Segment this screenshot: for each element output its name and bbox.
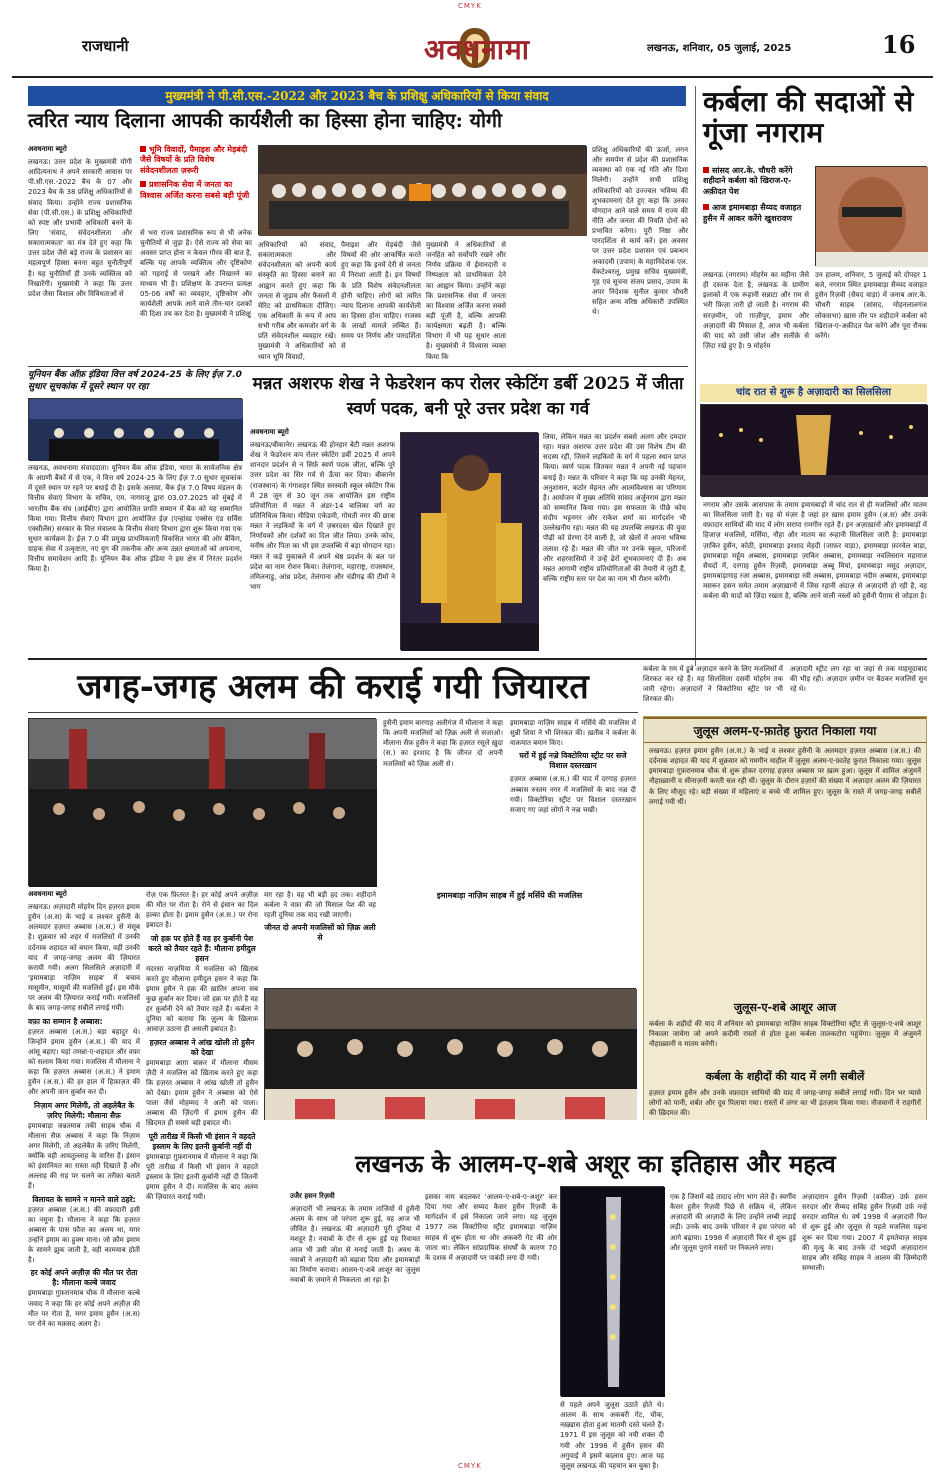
masthead [12, 22, 933, 82]
aalam-byline: उजैर हसन रिज़वी [290, 1192, 335, 1200]
jagah-sub-2: निज़ाम अगर मिलेगी, तो अहलेबैत के ज़रिए मिलेगी: मौलाना सैफ़ [33, 1100, 135, 1120]
mannat-byline: अवधनामा ब्यूरो [250, 428, 289, 436]
dateline: लखनऊ, शनिवार, 05 जुलाई, 2025 [647, 43, 792, 54]
mannat-text-col1: लखनऊ/बीकानेर। लखनऊ की होनहार बेटी मन्नत अशरफ शेख ने फेडरेशन कप रोलर स्केटिंग डर्बी 2025 में अपने शानदार प्रदर्शन से न सिर्फ़ स्वर्ण पदक जीता, बल्कि पूरे उत्तर प्रदेश का सिर गर्व से ऊँचा कर दिया। बीकानेर (राजस्थान) के गंगाशहर स्थित सरस्वती स्कूल स्केटिंग रिंक में 28 जून से 30 जून तक आयोजित इस राष्ट्रीय प्रतियोगिता में मन्नत ने अंडर-14 बालिका वर्ग का प्रतिनिधित्व किया। मीडिया एकेडमी, गोमती नगर की छात्रा मन्नत ने लड़कियों के वर्ग में ज़बरदस्त खेल दिखाते हुए निर्णायकों और दर्शकों का दिल जीत लिया। उनके कोच, मनीष और पिता का भी इस उपलब्धि में बड़ा योगदान रहा। मन्नत ने कड़े मुकाबले में अपने श्रेष्ठ प्रदर्शन के बल पर प्रदेश का नाम रोशन किया। तेलंगाना, महाराष्ट्र, राजस्थान, तमिलनाडु, आंध्र प्रदेश, तेलंगाना और चंडीगढ़ की टीमों ने भाग [250, 441, 395, 591]
athlete-trophy-image [401, 433, 539, 651]
karbala-bullets [703, 166, 813, 224]
karbala-text-col1: लखनऊ (नगराम) मोहर्रम का महीना जैसे ही दस्तक देता है, लखनऊ के ग्रामीण इलाकों में एक रूहानी सन्नाटा और ग़म से भरी फ़िज़ा तारी हो जाती है। नगराम की सरज़मीन, जो ग़ाज़ीपुर, इमाम और अज़ादारी की मिसाल है, आज भी कर्बला की याद को उसी जोश और सलीक़े से ज़िंदा रखे हुए है। 9 मोहर्रम [703, 271, 809, 350]
lead-bullets [140, 145, 252, 201]
juloos-text-2: कर्बला के शहीदों की याद में शनिवार को इमामबाड़ा नाज़िम साहब विक्टोरिया स्ट्रीट से जुलूस-ए-शबे आशूर निकाला जायेगा जो अपने क़दीमी रास्तों से होता हुआ कर्बला तालकटोरा पहुंचेगा। जुलूस में अंजुमनें नौहाख़्वानी व मातम करेंगी। [649, 1020, 921, 1049]
union-photo [28, 398, 242, 460]
jagah-text-1b: हज़रत अब्बास (अ.स.) बड़ा बहादुर थे। जिन्होंने इमाम हुसैन (अ.स.) की याद में आंसू बहाए। यहां तमन्ना-ए-शहादत और वफ़ा को सलाम किया गया। मजलिस में मौलाना ने कहा कि हज़रत अब्बास (अ.स.) ने इमाम हुसैन (अ.स.) की हर हाल में हिफ़ाज़त की और अपनी जान क़ुर्बान कर दी। [28, 1027, 140, 1097]
aalam-photo [560, 1186, 664, 1396]
print-mark-top: CMYK [458, 2, 482, 10]
alam-night-image [561, 1187, 665, 1397]
juloos-text-3: हज़रत इमाम हुसैन और उनके वफ़ादार साथियों की याद में जगह-जगह सबीलें लगाई गयीं। दिन भर प्यासे लोगों को पानी, शर्बत और दूध पिलाया गया। रास्तों में लंगर का भी इंतज़ाम किया गया। नौजवानों ने राहगीरों की ख़िदमत की। [649, 1089, 921, 1118]
jagah-byline: अवधनामा ब्यूरो [28, 890, 67, 898]
jagah-sub-7: पूरी तारीख़ में किसी भी इंसान ने वहदते इस्लाम के लिए इतनी क़ुर्बानी नहीं दी [148, 1131, 256, 1151]
juloos-head: जुलूस अलम-ए-फ़ातेह फ़ुरात निकाला गया [644, 717, 926, 743]
aalam-text-5: अज़ादारान हुसैन रिज़वी (वकील) उर्फ़ हसन सरदार और सैय्यद सबिह हुसैन रिज़वी उर्फ़ नन्हे सरदार शामिल थे। वर्ष 1998 में अज़ादारी फिर से शुरू हुई और जुलूस से पहले मजलिस पढ़ना शुरू कर दिया गया। 2007 में इमतेयाज़ साहब की मृत्यु के बाद उनके दो भाइयों अज़ादारान साहब और सबिह साहब ने आलम की ज़िम्मेदारी सम्भाली। [802, 1193, 927, 1272]
lead-bullet-1: भूमि विवादों, पैमाइश और मेड़बंदी जैसे विषयों के प्रति विशेष संवेदनशीलता ज़रूरी [140, 145, 248, 175]
lead-text-col4: पैमाइश और मेड़बंदी जैसे विषयों की ओर आकर्षित करते हुए कहा कि इनमें देरी से जनता में निराशा आती है। इन विषयों के प्रति विशेष संवेदनशीलता होनी चाहिए। लोगों को त्वरित न्याय दिलाना आपकी कार्यशैली का हिस्सा होना चाहिए। राजस्व के लाखों मामले लम्बित हैं। समय पर निर्णय और पारदर्शिता से [341, 241, 421, 351]
jagah-col2 [146, 890, 258, 1460]
night-procession-image [701, 405, 928, 497]
karbala-bullet-1: सांसद आर.के. चौधरी करेंगे शहीदाने कर्बला को खिराज-ए-अक़ीदत पेश [703, 166, 793, 196]
majlis-gathering-image [265, 989, 637, 1141]
jagah-text-1: लखनऊ। अज़ादारी मोहर्रम दिन हज़रत इमाम हुसैन (अ.स) के भाई व लश्कर हुसैनी के अलमदार हज़रत अब्बास (अ.स.) से मंसूब है। शुक्रवार को शहर में मजलिसों में उनकी दर्दनाक शहादत को बयान किया, वहीं उनकी याद में जगह-जगह अलम की ज़ियारत करायी गयी। अलग सिलसिले अज़ादारी में 'इमामबाड़ा नाज़िम साहब' में बचाव मासूमीन, मासूमों की मजलिसें हुईं। इस मौके पर अलम की ज़ियारत कराई गयी। मजलिसों के बाद जगह-जगह सबीलें लगाई गयीं। [28, 903, 140, 1013]
jagah-text-6: मदरसा नाज़मिया में मजलिस को ख़िताब करते हुए मौलाना हमीदुल हसन ने कहा कि इमाम हुसैन ने हक़ की ख़ातिर अपना सब कुछ क़ुर्बान कर दिया। जो हक़ पर होते हैं वह हर क़ुर्बानी देने को तैयार रहते हैं। कर्बला ने दुनिया को बताया कि ज़ुल्म के ख़िलाफ़ आवाज़ उठाना ही असली इबादत है। [146, 964, 258, 1034]
lead-text-col2: से भरा राज्य प्रशासनिक रूप से भी अनेक चुनौतियों से जुड़ा है। ऐसे राज्य को सेवा का अवसर प्राप्त होना न केवल गौरव की बात है, बल्कि यह आपके व्यक्तित्व और दृष्टिकोण को गहराई से परखने और निखारने का माध्यम भी है। प्रशिक्षण के उपरान्त प्रत्यक्ष 05-06 वर्षों का व्यवहार, दृष्टिकोण और कार्यशैली आपके आने वाले तीन-चार दशकों की दिशा तय कर देता है। मुख्यमंत्री ने प्रशिक्षु [140, 229, 252, 319]
print-mark-bottom: CMYK [458, 1462, 482, 1470]
mannat-headline: मन्नत अशरफ शेख ने फेडरेशन कप रोलर स्केटिंग डर्बी 2025 में जीता स्वर्ण पदक, बनी पूरे उत्तर प्रदेश का गर्व [252, 374, 684, 419]
union-head: यूनियन बैंक ऑफ़ इंडिया वित्त वर्ष 2024-25 के लिए ईज़ 7.0 सुधार सूचकांक में दूसरे स्थान पर रहा [28, 370, 242, 392]
jagah-text-3: हज़रत अब्बास (अ.स.) की वफ़ादारी इसी का नमूना है। मौलाना ने कहा कि हज़रत अब्बास के पास फ़ौज का अलम था, मगर उन्होंने इमाम का हुक्म माना। जो क़ौम इमाम के सामने झुक जाती है, वही कामयाब होती है। [28, 1205, 140, 1265]
aalam-text-3: से पहले अपने जुलूस उठाते होते थे। आलम के साथ अकबरी गेट, चौक, नख़्ख़ास होता हुआ मातमी दस्ते चलते हैं। 1971 में इस जुलूस को नयी शक्ल दी गयी और 1998 में हुसैन हसन की अगुवाई में इसमें बदलाव हुए। आज यह जुलूस लखनऊ की पहचान बन चुका है। [560, 1401, 664, 1470]
jagah-sub-6: हज़रत अब्बास ने आंख खोली तो हुसैन को देखा [149, 1037, 255, 1057]
aalam-text-1: अज़ादारी भी लखनऊ के तमाम ताजियों में हुसैनी अलम के साथ जो परंपरा शुरू हुई, वह आज भी जीवित है। लखनऊ की अज़ादारी पूरी दुनिया में मशहूर है। नवाबों के दौर से शुरू हुई यह रिवायत आज भी उसी जोश से मनाई जाती है। अवध के नवाबों ने अज़ादारी को बढ़ावा दिया और इमामबाड़ों का निर्माण कराया। आलम-ए-शबे आशूर का जुलूस नवाबों के ज़माने से निकलता आ रहा है। [290, 1205, 420, 1284]
jagah-col3 [264, 890, 376, 982]
chand-photo [700, 404, 927, 496]
chand-box [700, 384, 927, 402]
lead-headline: त्वरित न्याय दिलाना आपकी कार्यशैली का हिस्सा होना चाहिए: योगी [28, 109, 503, 132]
jagah-text-col-r2a: इमामबाड़ा नाज़िम साहब में मर्सिये की मजलिस में सुन्नी शिया ने भी शिरकत की। ख़तीब ने कर्बला के वाक़यात बयान किए। [510, 719, 636, 748]
aalam-text-2: इसका नाम बदलकर 'आलम-ए-शबे-ए-अशूर' कर दिया गया और सय्यद कैसर हुसैन रिज़वी के मार्गदर्शन में इसे निकाला जाने लगा। यह जुलूस 1977 तक विक्टोरिया स्ट्रीट इमामबाड़ा नाज़िम साहब से शुरू होता था और अकबरी गेट की ओर जाता था। लेकिन सांप्रदायिक संघर्षों के कारण 70 के दशक में अज़ादारी पर पाबंदी लगा दी गयी। [425, 1193, 557, 1262]
lead-text-col5: मुख्यमंत्री ने अधिकारियों से जनहित को सर्वोपरि रखने और निर्णय प्रक्रिया में ईमानदारी व निष्पक्षता को प्राथमिकता देने का आह्वान किया। उन्होंने कहा कि प्रशासनिक सेवा में जनता का विश्वास अर्जित करना सबसे बड़ी पूंजी है, बल्कि आपकी कार्यक्षमता बढ़ती है। बल्कि विभाग में भी यह सुधार आता है। मुख्यमंत्री ने विश्वास व्यक्त किया कि [426, 241, 506, 361]
aalam-headline: लखनऊ के आलम-ए-शबे अशूर का इतिहास और महत्व [264, 1120, 927, 1182]
page-number: 16 [882, 30, 916, 59]
portrait-image [816, 167, 928, 267]
cm-strip-text: मुख्यमंत्री ने पी.सी.एस.-2022 और 2023 बैच के प्रशिक्षु अधिकारियों से किया संवाद [165, 89, 549, 103]
juloos-sub-1: जुलूस-ए-शबे आशूर आज [733, 1001, 837, 1014]
karbala-portrait [815, 166, 927, 266]
jagah-text-col-r2b: हज़रत अब्बास (अ.स.) की याद में दरगाह हज़रत अब्बास रुस्तम नगर में मजलिसों के बाद नज़्र दी गयी। विक्टोरिया स्ट्रीट पर विशाल दस्तरख़ान सजाए गए जहां लोगों ने नज़्र चखी। [510, 775, 636, 814]
cm-strip [28, 86, 686, 106]
jagah-text-8: इमामबाड़ा ग़ुफ़रानमाब में मौलाना ने कहा कि पूरी तारीख़ में किसी भी इंसान ने वहदते इस्लाम के लिए इतनी क़ुर्बानी नहीं दी जितनी इमाम हुसैन ने दी। मजलिस के बाद अलम की ज़ियारत कराई गयी। [146, 1152, 258, 1202]
jagah-sub-5: जो हक़ पर होते हैं वह हर कुर्बानी पेश करते को तैयार रहते हैं: मौलाना हमीदुल हसन [148, 933, 256, 963]
award-ceremony-image [29, 399, 243, 461]
mannat-photo [400, 432, 538, 650]
section-label: राजधानी [82, 37, 129, 55]
mannat-text-col2: लिया, लेकिन मन्नत का प्रदर्शन सबसे अलग और दमदार रहा। मन्नत अशरफ उत्तर प्रदेश की उस विशेष टीम की सदस्य रहीं, जिसने लड़कियों के वर्ग में पहला स्थान प्राप्त किया। स्वर्ण पदक जितकर मन्नत ने अपनी नई पहचान बनाई है। मन्नत के परिवार ने कहा कि यह उनकी मेहनत, अनुशासन, कठोर मेहनत और आत्मविश्वास का परिणाम है। आयोजन में मुख्य अतिथि सांसद अर्जुनराम द्वारा मन्नत को सम्मानित किया गया। इस सफलता के पीछे कोच संदीप भट्टनगर और राकेश शर्मा का मार्गदर्शन भी उल्लेखनीय रहा। मन्नत की यह उपलब्धि लखनऊ की युवा पीढ़ी को प्रेरणा देने वाली है, जो खेलों में अपना भविष्य तलाश रहे हैं। मन्नत की जीत पर उनके स्कूल, परिजनों और शहरवासियों ने उन्हें ढेरों शुभकामनाएं दी हैं। अब मन्नत आगामी राष्ट्रीय प्रतियोगिताओं की तैयारी में जुटी हैं, बल्कि राष्ट्रीय स्तर पर देश का नाम भी रौशन करेंगी। [543, 433, 686, 583]
group-photo-image [259, 146, 587, 236]
chand-head: चांद रात से शुरू है अज़ादारी का सिलसिला [736, 387, 891, 398]
lead-byline: अवधनामा ब्यूरो [28, 145, 67, 153]
karbala-headline: कर्बला की सदाओं से गूंजा नगराम [703, 85, 914, 150]
crowd-procession-image [29, 719, 377, 887]
jagah-sub-4: हर कोई अपने अज़ीज़ की मौत पर रोता है: मौलाना कल्बे जवाद [30, 1268, 138, 1288]
aalam-text-4: एक है जिसमें बड़े तादाद लोग भाग लेते हैं। स्वर्गीय कैसर हुसैन रिज़वी पिछे से सक्रिय थे, लेकिन अज़ादारी की आज़ादी के लिए उन्होंने लम्बी लड़ाई लड़ी। उनके बाद उनके परिवार ने इस परंपरा को आगे बढ़ाया। 1998 में अज़ादारी फिर से शुरू हुई और जुलूस पुराने रास्तों पर निकलने लगा। [670, 1193, 796, 1252]
jagah-text-col-far1: कर्बला के ग़म में डूबे अज़ादार करने के लिए मजलिसों में शिरकत कर रहे हैं। यह सिलसिला दसवीं मोहर्रम तक जारी रहेगा। अज़ादारों ने विक्टोरिया स्ट्रीट पर भी शिरकत की। [643, 665, 783, 704]
jagah-subhead-victoria: घरों में हुई नज़्रे विक्टोरिया स्ट्रीट पर सजे विशाल दस्तरख़ान [519, 751, 627, 771]
jagah-col1 [28, 902, 140, 1460]
jagah-sub-8: जीनत दो अपनी मजलिसों को ज़िक्र अली से [264, 923, 376, 943]
lead-text-col3: अधिकारियों को संवाद, सकारात्मकता और संवेदनशीलता को अपनी कार्य संस्कृति का हिस्सा बनाने का आह्वान करते हुए कहा कि जनता से जुड़ाव और फैसलों में मेरिट को प्राथमिकता दीजिए। एक अधिकारी के रूप में आप सभी गरीब और कमजोर वर्ग के प्रति संवेदनशील व्यवहार रखें। मुख्यमंत्री ने अधिकारियों को ध्यान भूमि विवादों, [258, 241, 336, 361]
jagah-sub-3: विलायत के सामने न मानने वाले ठहरे: [32, 1194, 136, 1204]
jagah-text-7: इमामबाड़ा आग़ा बाक़र में मौलाना मीसम ज़ैदी ने मजलिस को ख़िताब करते हुए कहा कि हज़रत अब्बास ने आंख खोली तो हुसैन को देखा। इमाम हुसैन ने अब्बास को ऐसे पाला जैसे मोहम्मद ने अली को पाला। अब्बास की ज़िंदगी में इमाम हुसैन की ख़िदमत ही सबसे बड़ी इबादत थी। [146, 1058, 258, 1128]
lead-text-col6: प्रशिक्षु अधिकारियों की ऊर्जा, लगन और समर्पण से प्रदेश की प्रशासनिक व्यवस्था को एक नई गति और दिशा मिलेगी। उन्होंने सभी प्रशिक्षु अधिकारियों को उज्ज्वल भविष्य की शुभकामनाएं देते हुए कहा कि उनका योगदान आने वाले समय में राज्य की नीति और जनता की नियति दोनों को प्रभावित करेगा। पूरी निष्ठा और पारदर्शिता से कार्य करें। इस अवसर पर उत्तर प्रदेश प्रशासन एवं प्रबन्धन अकादमी (उपाम) के महानिदेशक एल. वेंकटेश्वरलू, प्रमुख सचिव मुख्यमंत्री, गृह एवं सूचना संजय प्रसाद, उपाम के अपर निदेशक सुनील कुमार चौधरी सहित अन्य वरिष्ठ अधिकारी उपस्थित थे। [592, 146, 688, 317]
jagah-sub-1: वफ़ा का सम्मान है अब्बास: [28, 1016, 103, 1026]
jagah-text-2: इमामबाड़ा जन्नतमाब तकी साहब चौक में मौलाना सैफ़ अब्बास ने कहा कि निज़ाम अगर मिलेगी, तो अहलेबैत के ज़रिए मिलेगी, क्योंकि वही आयतुल्लाह के वारिस हैं। इंसान को इंसानियत का रास्ता वही दिखाते हैं और अल्लाह की राह पर चलने का तरीक़ा बताते हैं। [28, 1121, 140, 1191]
logo-text: अवधनामा [424, 33, 530, 66]
chand-text: नगराम और उसके आसपास के तमाम इमामबाड़ों में चांद रात से ही मजलिसों और मातम का सिलसिला जारी है। यह वो मंज़र है जहां हर ख़ास इमाम हुसैन (अ.स) और उनके वफ़ादार साथियों की याद में लोग सरापा ग़मगीन रहते हैं। इन अज़ाख़ानों और इमामबाड़ों में हिजाज़ मजलिसें, मर्सिया, नौहा और मातम का रूहानी सिलसिला जारी है: इमामबाड़ा ज़ाकिर हुसैन, कोठी, इमामबाड़ा इरशाद मेहदी (जाफ़र वाड़ा), इमामबाड़ा फ़ारवेल बाड़ा, इमामबाड़ा मर्हूम अब्बास, इमामबाड़ा ज़ाकिर अब्बास, इमामबाड़ा नवलिस्तान महाराज सैयदों में, दरगाह हुसैन रिज़वी, इमामबाड़ा अब्बू मियां, इमामबाड़ा मसूद अज़ादार, इमामबाड़ागाह रजा अब्बास, इमामबाड़ा रवी अब्बास, इमामबाड़ा नदीम अब्बास, इमामबाड़ा मसरूर हसन समेत तमाम अज़ाख़ानों में जिस रहानी अंदाज़ से अज़ादारी हो रही है, वह कर्बला की यादों को ज़िंदा रखता है, बल्कि आने वाली नस्लों को हुसैनी पैग़ाम से जोड़ता है। [703, 501, 927, 601]
masthead-logo [382, 26, 572, 72]
juloos-box [643, 716, 927, 1134]
jagah-r2 [510, 718, 636, 886]
jagah-text-col-far2: अज़ादारी स्ट्रीट लग रहा था जहां से तक माहमूदाबाद की भीड़ रही। अज़ादार ज़मीन पर बैठकर मजलिसें सुन रहे थे। [790, 665, 927, 694]
jagah-text-4: इमामबाड़ा गुफ़रानमाब चौक में मौलाना कल्बे जवाद ने कहा कि हर कोई अपने अज़ीज़ की मौत पर रोता है, मगर इमाम हुसैन (अ.स) पर रोने का मक़सद अलग है। [28, 1289, 140, 1328]
jagah-headline: जगह-जगह अलम की कराई गयी जियारत [77, 667, 589, 707]
jagah-photo-2 [264, 988, 636, 1140]
karbala-text-col2: उन हालम, शनिवार, 5 जुलाई को दोपहर 1 बजे, नगराम स्थित इमामबाड़ा सैय्यद वजाहत हुसैन रिज़वी (सैयद वाड़ा) में जनाब आर.के. चौधरी साहब (सांसद, मोहनलालगंज लोकसभा) ख़ास तौर पर शहीदाने कर्बला को खिराज-ए-अक़ीदत पेश करेंगे और पूरा रौनक करेंगे। [815, 271, 927, 340]
union-text: लखनऊ, अवधनामा संवाददाता। यूनियन बैंक ऑफ़ इंडिया, भारत के सार्वजनिक क्षेत्र के अग्रणी बैंकों में से एक, ने वित्त वर्ष 2024-25 के लिए ईज़ 7.0 सुधार सूचकांक में दूसरे स्थान पर रहने पर बधाई दी है। इसके अलावा, बैंक ईज़ 7.0 विषय मंडलन के वित्तीय सेवाएं विभाग के सचिव, एम. नागराजू द्वारा 03.07.2025 को मुंबई में भारतीय बैंक संघ (आईबीए) द्वारा आयोजित प्रगति सम्मान में बैंक को यह सम्मानित किया गया। वित्तीय सेवाएं विभाग द्वारा आयोजित ईज़ (एन्हांस्ड एक्सेस एंड सर्विस एक्सीलेंस) सरकार के वित्त मंत्रालय के वित्तीय सेवाएं विभाग द्वारा शुरू किया गया एक सुधार कार्यक्रम है। ईज़ 7.0 की प्रमुख प्राथमिकताएँ विकसित भारत की ओर बैंकिंग, ग्राहक सेवा में उत्कृष्टता, नए युग की तकनीक और अन्य उन्नत क्षमताओं को अपनाना, वित्तीय समावेशन आदि हैं। यूनियन बैंक ऑफ़ इंडिया ने इस क्षेत्र में निरंतर प्रदर्शन किया है। [28, 464, 242, 574]
karbala-bullet-2: आज इमामबाड़ा सैय्यद वजाहत हुसैन में आकर करेंगे खुशरावण [703, 203, 802, 223]
jagah-text-col-r1: हुसैनी इमाम बारगाह अलीगंज में मौलाना ने कहा कि अपनी मजलिसों को ज़िक्र अली से सजाओ। मौलाना सैफ़ हुसैन ने कहा कि हज़रत रसूले ख़ुदा (स.) का इरशाद है कि जीनत दो अपनी मजलिसों को ज़िक्र अली से। [383, 719, 503, 768]
jagah-text-9: मग़ रहा है। वह भी बड़ी हद तक। शहीदाने कर्बला ने वफ़ा की जो मिसाल पेश की वह रहती दुनिया तक याद रखी जाएगी। [264, 891, 376, 920]
juloos-text-1: लखनऊ। हज़रत इमाम हुसैन (अ.स.) के भाई व लश्कर हुसैनी के अलमदार हज़रत अब्बास (अ.स.) की दर्दनाक शहादत की याद में शुक्रवार को गमगीन माहौल में जुलूस अलम-ए-फ़ातेह फ़ुरात निकाला गया। जुलूस इमामबाड़ा ग़ुफ़रानमाब चौक से शुरू होकर दरगाह हज़रत अब्बास पर ख़त्म हुआ। जुलूस में शामिल अंजुमनें नौहाख़्वानी व सीनाज़नी करती चल रही थीं। जुलूस के दौरान हज़ारों की संख्या में अज़ादार अलम की ज़ियारत के लिए मौजूद रहे। बड़ी संख्या में महिलाएं व बच्चे भी शामिल हुए। जुलूस के रास्ते में जगह-जगह सबीलें लगाई गयी थीं। [649, 747, 921, 806]
jagah-sub-9: इमामबाड़ा नाज़िम साहब में हुई मर्सिये की मजलिस [436, 891, 583, 900]
lead-bullet-2: प्रशासनिक सेवा में जनता का विश्वास अर्जित करना सबसे बड़ी पूंजी [140, 180, 250, 200]
juloos-sub-2: कर्बला के शहीदों की याद में लगी सबीलें [705, 1070, 865, 1083]
lead-photo [258, 145, 586, 235]
lead-text-col1: लखनऊ। उत्तर प्रदेश के मुख्यमंत्री योगी आदित्यनाथ ने अपने सरकारी आवास पर पी.सी.एस.-2022 बैच के 07 और 2023 बैच के 38 प्रशिक्षु अधिकारियों से संवाद किया। उन्होंने राज्य प्रशासनिक सेवा (पी.सी.एस.) के प्रशिक्षु अधिकारियों को स्पष्ट और प्रभावी अधिकारी बनने के लिए 'संवाद, संवेदनशीलता और सकारात्मकता' का मंत्र देते हुए कहा कि उत्तर प्रदेश जैसे बड़े राज्य के प्रशासन का महत्वपूर्ण हिस्सा बनना बहुत चुनौतीपूर्ण है। यह चुनौतियाँ ही उनके व्यक्तित्व को निखारेंगी। मुख्यमंत्री ने कहा कि उत्तर प्रदेश जैसा विशाल और विविधताओं से [28, 158, 132, 298]
jagah-text-5: रोज़ एक फ़ितरत है। हर कोई अपने अज़ीज़ की मौत पर रोता है। रोने से इंसान का दिल हल्का होता है। इमाम हुसैन (अ.स.) पर रोना इबादत है। [146, 891, 258, 930]
jagah-photo [28, 718, 376, 886]
